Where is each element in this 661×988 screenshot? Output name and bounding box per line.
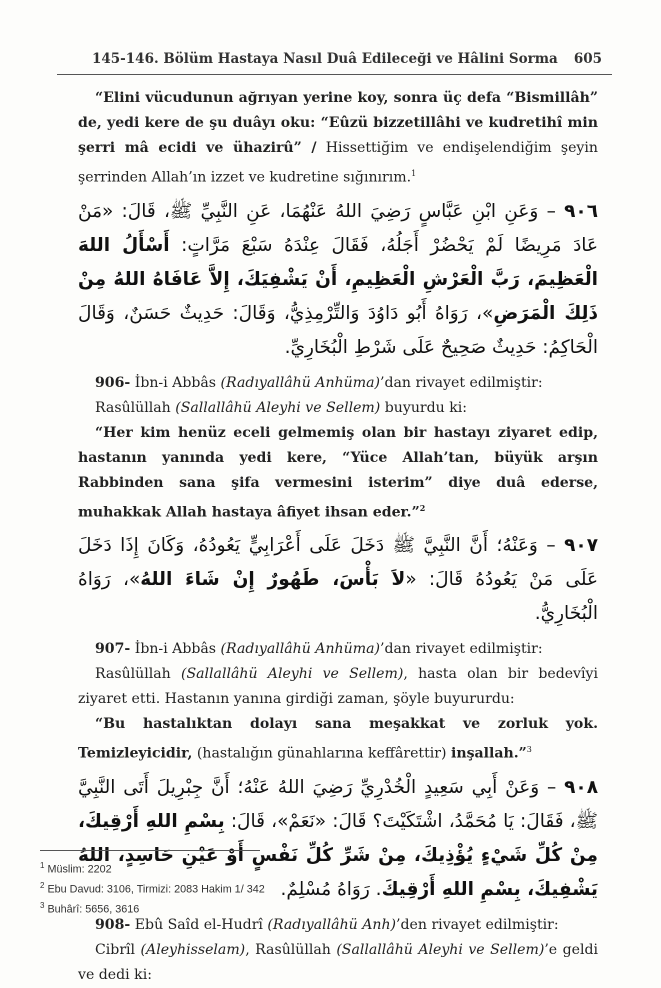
hadith-number: 906- [95, 374, 131, 391]
footnote-text: Buhârî: 5656, 3616 [44, 903, 140, 916]
footnote-number: 2 [40, 881, 45, 891]
footnotes [40, 858, 265, 918]
said-end: ’e geldi ve dedi ki: [78, 942, 599, 984]
arabic-quote: لاَ بَأْسَ، طَهُورٌ إِنْ شَاءَ اللهُ [140, 569, 406, 591]
honorific: (Sallallâhü Aleyhi ve Sellem) [336, 942, 545, 959]
arabic-quote: بِسْمِ اللهِ أَرْقِيكَ، مِنْ كُلِّ شَيْءٍ يُؤْذِيكَ، مِنْ شَرِّ كُلِّ نَفْسٍ أَوْ عَيْنِ حَاسِدٍ، اللهُ يَشْفِيكَ، بِسْمِ اللهِ أَرْقِيكَ [78, 811, 598, 901]
intro-bold: “Elini vücudunun ağrıyan yerine koy, sonra üç defa “Bismillâh” de, yedi kere de şu duâyı oku: “Eûzü bizzetillâhi ve kudretihî min şerri mâ ecidi ve ühazirû” / [78, 90, 598, 156]
running-header [92, 51, 602, 67]
hadith-number-arabic: ٩٠٨ [564, 777, 598, 799]
honorific: (Radıyallâhü Anhüma) [220, 641, 380, 658]
footnote-ref: 1 [411, 169, 417, 178]
page-body [78, 86, 598, 988]
quote: “Her kim henüz eceli gelmemiş olan bir hastayı ziyaret edip, hastanın yanında yedi kere, “Yüce Allah’tan, büyük arşın Rabbinden sana şifa vermesini isterim” diye duâ ederse, muhakkak Allah hastaya âfiyet ihsan eder.” [78, 424, 598, 521]
footnote-number: 1 [40, 861, 45, 870]
arabic-text: . رَوَاهُ مُسْلِمٌ. [280, 879, 382, 901]
hadith-907-quote [78, 712, 598, 767]
hadith-number: 908- [95, 917, 131, 934]
page-number: 605 [573, 51, 602, 67]
arabic-text: وَعَنْ أَبِي سَعِيدٍ الْخُدْرِيِّ رَضِيَ اللهُ عَنْهُ؛ أَنَّ جِبْرِيلَ أَتَى النَّبِيَّ ﷺ، فَقَالَ: يَا مُحَمَّدُ، اشْتَكَيْتَ؟ قَالَ: «نَعَمْ»، قَالَ: [78, 777, 598, 833]
said: , Rasûlüllah [245, 942, 337, 959]
footnote [40, 878, 265, 898]
hadith-number-arabic: ٩٠٧ [564, 535, 598, 557]
said: Rasûlüllah [95, 666, 181, 683]
hadith-number-arabic: ٩٠٦ [564, 200, 598, 222]
arabic-text: »، رَوَاهُ الْبُخَارِيُّ. [78, 569, 598, 625]
arabic-quote: أَسْأَلُ اللهَ الْعَظِيمَ، رَبَّ الْعَرْشِ الْعَظِيمِ، أَنْ يَشْفِيَكَ، إِلاَّ عَافَاهُ اللهُ مِنْ ذَلِكَ الْمَرَضِ [78, 234, 598, 324]
honorific: (Sallallâhü Aleyhi ve Sellem) [180, 666, 404, 683]
quote-note: (hastalığın günahlarına keffârettir) [192, 746, 451, 763]
hadith-908-said [78, 938, 598, 988]
dash: – [538, 200, 565, 222]
narrator: İbn-i Abbâs [130, 641, 221, 658]
footnote-divider [40, 850, 260, 851]
arabic-text: وَعَنِ ابْنِ عَبَّاسٍ رَضِيَ اللهُ عَنْهُمَا، عَنِ النَّبِيِّ ﷺ، قَالَ: «مَنْ عَادَ مَرِيضًا لَمْ يَحْضُرْ أَجَلُهُ، فَقَالَ عِنْدَهُ سَبْعَ مَرَّاتٍ: [78, 200, 598, 256]
narrator: İbn-i Abbâs [130, 374, 221, 391]
honorific: (Aleyhisselam) [140, 942, 246, 959]
honorific: (Radıyallâhü Anh) [267, 917, 397, 934]
said-end: , hasta olan bir bedevîyi ziyaret etti. Hastanın yanına girdiği zaman, şöyle buyururdu: [78, 666, 598, 708]
hadith-906-arabic [78, 195, 598, 365]
said: Cibrîl [95, 942, 141, 959]
narrator: Ebû Saîd el-Hudrî [130, 917, 268, 934]
chapter-title: 145-146. Bölüm Hastaya Nasıl Duâ Edileceği ve Hâlini Sorma [92, 51, 558, 67]
said: Rasûlüllah [95, 399, 176, 416]
footnote [40, 898, 265, 918]
footnote-ref: 2 [419, 502, 426, 513]
said-end: buyurdu ki: [380, 399, 468, 416]
narrator-end: ’dan rivayet edilmiştir: [379, 641, 543, 658]
arabic-text: »، رَوَاهُ أَبُو دَاوُدَ وَالتِّرْمِذِيُّ، وَقَالَ: حَدِيثٌ حَسَنٌ، وَقَالَ الْحَاكِمُ: حَدِيثٌ صَحِيحٌ عَلَى شَرْطِ الْبُخَارِيِّ. [78, 302, 598, 358]
hadith-906-said [78, 396, 598, 421]
hadith-906-quote [78, 421, 598, 526]
hadith-906-narrator [78, 371, 598, 396]
footnote-number: 3 [40, 901, 45, 911]
arabic-text: وَعَنْهُ؛ أَنَّ النَّبِيَّ ﷺ دَخَلَ عَلَى أَعْرَابِيٍّ يَعُودُهُ، وَكَانَ إِذَا دَخَلَ عَلَى مَنْ يَعُودُهُ قَالَ: « [78, 535, 598, 591]
dash: – [537, 535, 565, 557]
hadith-907-arabic [78, 529, 598, 631]
quote-end: inşallah.” [450, 746, 527, 763]
narrator-end: ’den rivayet edilmiştir: [396, 917, 559, 934]
intro-paragraph [78, 86, 598, 191]
narrator-end: ’dan rivayet edilmiştir: [379, 374, 543, 391]
footnote-text: Ebu Davud: 3106, Tirmizi: 2083 Hakim 1/ 342 [44, 883, 265, 896]
quote: “Bu hastalıktan dolayı sana meşakkat ve zorluk yok. Temizleyicidir, [78, 716, 598, 763]
intro-text: Hissettiğim ve endişelendiğim şeyin şerrinden Allah’ın izzet ve kudretine sığınırım. [78, 140, 598, 186]
hadith-907-narrator [78, 637, 598, 662]
footnote [40, 858, 265, 878]
footnote-text: Müslim: 2202 [44, 863, 112, 876]
hadith-number: 907- [95, 641, 131, 658]
dash: – [539, 777, 565, 799]
hadith-907-said [78, 662, 598, 712]
header-divider [57, 74, 612, 75]
honorific: (Sallallâhü Aleyhi ve Sellem) [175, 399, 381, 416]
honorific: (Radıyallâhü Anhüma) [220, 374, 380, 391]
footnote-ref: 3 [526, 745, 532, 755]
